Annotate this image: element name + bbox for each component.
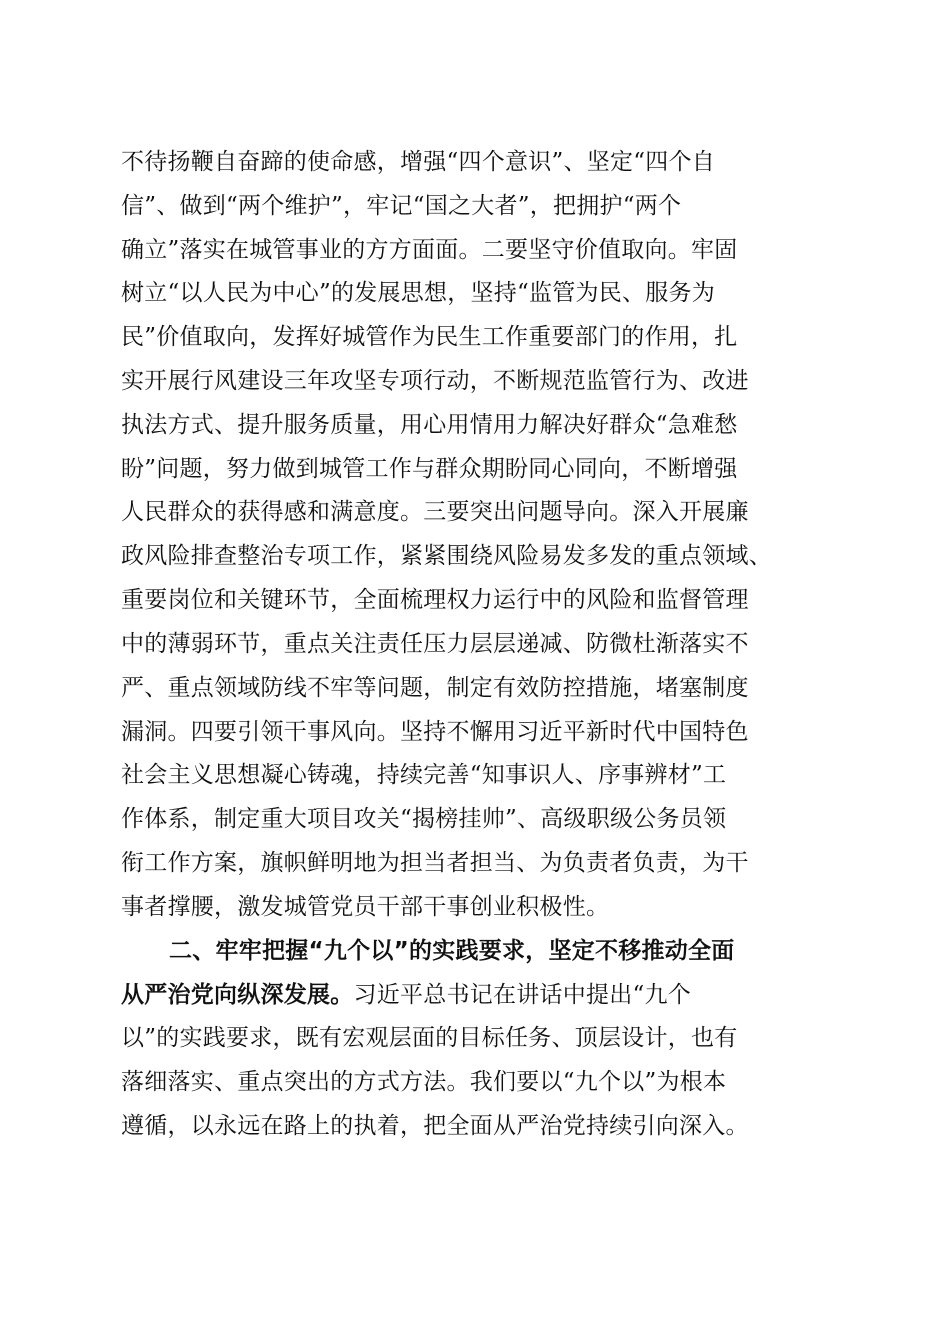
- section-heading-continuation: [121, 975, 691, 1015]
- section-heading-tail: 从严治党向纵深发展。: [121, 982, 354, 1008]
- body-text-line: 重要岗位和关键环节，全面梳理权力运行中的风险和监督管理: [121, 587, 749, 613]
- body-text-line: 中的薄弱环节，重点关注责任压力层层递减、防微杜渐落实不: [121, 631, 749, 657]
- body-text-line: 民”价值取向，发挥好城管作为民生工作重要部门的作用，扎: [121, 324, 738, 350]
- body-text-line: 遵循，以永远在路上的执着，把全面从严治党持续引向深入。: [121, 1113, 749, 1139]
- body-text-line: 社会主义思想凝心铸魂，持续完善“知事识人、序事辨材”工: [121, 762, 727, 788]
- body-text-line: 漏洞。四要引领干事风向。坚持不懈用习近平新时代中国特色: [121, 719, 749, 745]
- body-text-line: 实开展行风建设三年攻坚专项行动，不断规范监管行为、改进: [121, 368, 749, 394]
- body-text-line: 人民群众的获得感和满意度。三要突出问题导向。深入开展廉: [121, 499, 749, 525]
- body-text-line: 确立”落实在城管事业的方方面面。二要坚守价值取向。牢固: [121, 237, 738, 263]
- body-text-line: 落细落实、重点突出的方式方法。我们要以“九个以”为根本: [121, 1069, 727, 1095]
- body-text-line: 执法方式、提升服务质量，用心用情用力解决好群众“急难愁: [121, 412, 738, 438]
- body-text-line: 以”的实践要求，既有宏观层面的目标任务、顶层设计，也有: [121, 1025, 738, 1051]
- body-text-line: 作体系，制定重大项目攻关“揭榜挂帅”、高级职级公务员领: [121, 806, 727, 832]
- body-text-line: 政风险排查整治专项工作，紧紧围绕风险易发多发的重点领域、: [121, 543, 772, 569]
- body-text-line: 盼”问题，努力做到城管工作与群众期盼同心同向，不断增强: [121, 456, 738, 482]
- body-text-line: 信”、做到“两个维护”，牢记“国之大者”，把拥护“两个: [121, 193, 682, 219]
- body-text-line: 衔工作方案，旗帜鲜明地为担当者担当、为负责者负责，为干: [121, 850, 749, 876]
- body-text-line: 不待扬鞭自奋蹄的使命感，增强“四个意识”、坚定“四个自: [121, 149, 716, 175]
- body-text-line: 严、重点领域防线不牢等问题，制定有效防控措施，堵塞制度: [121, 675, 749, 701]
- section-heading: 二、牢牢把握“九个以”的实践要求，坚定不移推动全面: [169, 938, 735, 964]
- body-text-inline: 习近平总书记在讲话中提出“九个: [353, 982, 692, 1008]
- body-text-line: 树立“以人民为中心”的发展思想，坚持“监管为民、服务为: [121, 280, 716, 306]
- body-text-line: 事者撑腰，激发城管党员干部干事创业积极性。: [121, 894, 610, 920]
